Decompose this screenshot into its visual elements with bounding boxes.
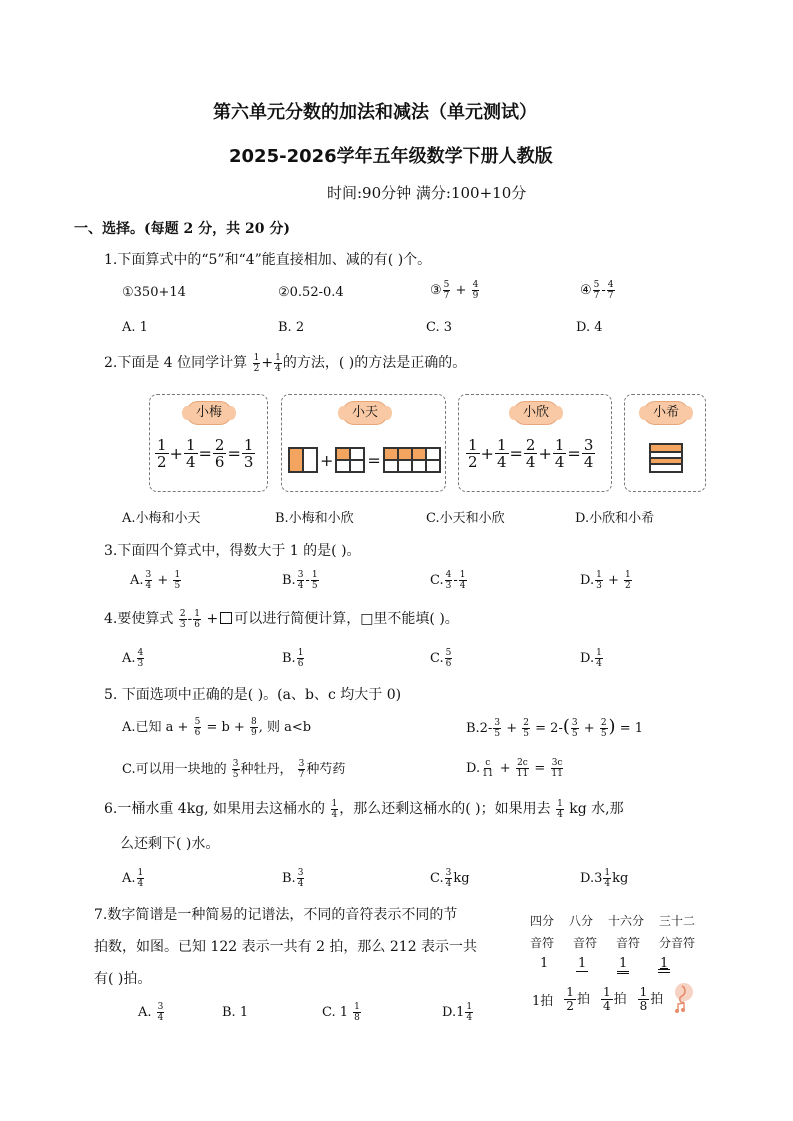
name-tag: 小梅	[186, 401, 232, 425]
q7-option-d[interactable]: D.1 $\frac{1}{4}$	[442, 1002, 473, 1023]
q3-option-a[interactable]: A. $\frac{3}{4}$ + $\frac{1}{5}$	[130, 570, 181, 591]
q6-option-b[interactable]: B. $\frac{3}{4}$	[282, 868, 304, 889]
q1-item-4: ④ $\frac{5}{7}$ - $\frac{4}{7}$	[580, 280, 614, 301]
q3-option-c[interactable]: C. $\frac{4}{3}$ - $\frac{1}{4}$	[430, 570, 466, 591]
music-note-icon	[672, 980, 694, 1020]
q4-option-c[interactable]: C. $\frac{5}{6}$	[430, 648, 452, 669]
q5-option-c[interactable]: C.可以用一块地的 $\frac{3}{5}$ 种牡丹， $\frac{3}{7}$ 种芍药	[122, 759, 346, 780]
q2-option-b[interactable]: B.小梅和小欣	[275, 511, 354, 526]
name-tag: 小希	[643, 401, 689, 425]
section-heading: 一、选择。(每题 2 分，共 20 分)	[74, 221, 290, 237]
method-equation: 1 2 + $\frac{1}{4}$ = $\frac{2}{4}$ + $\frac{1}{4}$ = $\frac{3}{4}$	[468, 436, 594, 471]
method-card-xiaotian	[281, 394, 446, 492]
eighth-note: 1	[578, 956, 587, 971]
q5-option-a[interactable]: A.已知 a + $\frac{5}{6}$ = b + $\frac{8}{9}$ , 则 a<b	[122, 717, 312, 738]
sixteenth-note: 1	[617, 956, 629, 974]
question-3-stem: 3.下面四个算式中，得数大于 1 的是( )。	[104, 543, 361, 559]
q3-option-d[interactable]: D. $\frac{1}{3}$ + $\frac{1}{2}$	[580, 570, 631, 591]
name-tag: 小欣	[513, 401, 559, 425]
q2-option-c[interactable]: C.小天和小欣	[426, 511, 505, 526]
q6-option-d[interactable]: D.3 $\frac{1}{4}$ kg	[580, 868, 629, 889]
exam-meta: 时间:90分钟 满分:100+10分	[327, 184, 527, 202]
page-title: 第六单元分数的加法和减法（单元测试）	[213, 102, 537, 123]
page-subtitle: 2025-2026学年五年级数学下册人教版	[229, 146, 553, 167]
q1-option-c[interactable]: C. 3	[426, 320, 453, 335]
question-6-stem: 6.一桶水重 4kg, 如果用去这桶水的 $\frac{1}{4}$ ，那么还剩这桶水的( )；如果用去 $\frac{1}{4}$ kg 水,那	[104, 798, 624, 820]
method-card-xiaomei	[149, 394, 268, 492]
q7-option-a[interactable]: A. $\frac{3}{4}$	[138, 1002, 164, 1023]
q1-option-a[interactable]: A. 1	[122, 320, 148, 335]
question-1-stem: 1.下面算式中的“5”和“4”能直接相加、减的有( )个。	[104, 252, 432, 268]
question-5-stem: 5. 下面选项中正确的是( )。(a、b、c 均大于 0)	[104, 687, 402, 703]
question-2-stem: 2.下面是 4 位同学计算 $\frac{1}{2}$ + $\frac{1}{4}$ 的方法，( )的方法是正确的。	[104, 352, 467, 374]
q4-option-a[interactable]: A. $\frac{4}{3}$	[122, 648, 144, 669]
question-7-line1: 7.数字简谱是一种简易的记谱法，不同的音符表示不同的节	[94, 907, 458, 923]
q6-option-c[interactable]: C. $\frac{3}{4}$ kg	[430, 868, 470, 889]
q4-option-b[interactable]: B. $\frac{1}{6}$	[282, 648, 304, 669]
question-7-line3: 有( )拍。	[94, 971, 152, 987]
method-diagram: + =	[288, 447, 441, 473]
question-6-stem-line2: 么还剩下( )水。	[120, 836, 220, 852]
method-equation: 1 2 + $\frac{1}{4}$ = $\frac{2}{6}$ = $\frac{1}{3}$	[157, 436, 254, 471]
stripe-diagram	[649, 443, 683, 473]
note-values-figure: 四分 八分 十六分 三十二 音符 音符 音符 分音符 1 1 1 1 1拍 $\frac{1}{2}$ 拍 $\frac{1}{4}$ 拍 $\frac{1}{8}$ 拍	[530, 912, 695, 1022]
quarter-note: 1	[540, 956, 549, 971]
thirty-second-note: 1	[660, 956, 669, 971]
q5-option-b[interactable]: B.2- $\frac{3}{5}$ + $\frac{2}{5}$ = 2-( $\frac{3}{5}$ + $\frac{2}{5}$ ) = 1	[466, 716, 644, 739]
blank-box	[220, 612, 232, 624]
question-7-line2: 拍数，如图。已知 122 表示一共有 2 拍，那么 212 表示一共	[94, 939, 478, 955]
q1-item-3: ③ $\frac{5}{7}$ + $\frac{4}{9}$	[430, 280, 479, 301]
name-tag: 小天	[342, 401, 388, 425]
q3-option-b[interactable]: B. $\frac{3}{4}$ - $\frac{1}{5}$	[282, 570, 318, 591]
method-card-xiaoxin	[458, 394, 612, 492]
q7-option-c[interactable]: C. 1 $\frac{1}{8}$	[322, 1002, 360, 1023]
method-card-xiaoxi	[624, 394, 706, 492]
q4-option-d[interactable]: D. $\frac{1}{4}$	[580, 648, 602, 669]
q2-option-d[interactable]: D.小欣和小希	[575, 511, 655, 526]
q7-option-b[interactable]: B. 1	[222, 1005, 249, 1020]
q5-option-d[interactable]: D. $\frac{c}{11}$ + $\frac{2c}{11}$ = $\frac{3c}{11}$	[466, 758, 563, 779]
q6-option-a[interactable]: A. $\frac{1}{4}$	[122, 868, 144, 889]
q1-item-2: ②0.52-0.4	[278, 285, 344, 300]
q1-item-1: ①350+14	[122, 285, 186, 300]
q1-option-b[interactable]: B. 2	[278, 320, 305, 335]
q2-option-a[interactable]: A.小梅和小天	[122, 511, 201, 526]
question-4-stem: 4.要使算式 $\frac{2}{3}$ - $\frac{1}{6}$ + 可以进行简便计算，□里不能填( )。	[104, 608, 459, 630]
q1-option-d[interactable]: D. 4	[576, 320, 603, 335]
